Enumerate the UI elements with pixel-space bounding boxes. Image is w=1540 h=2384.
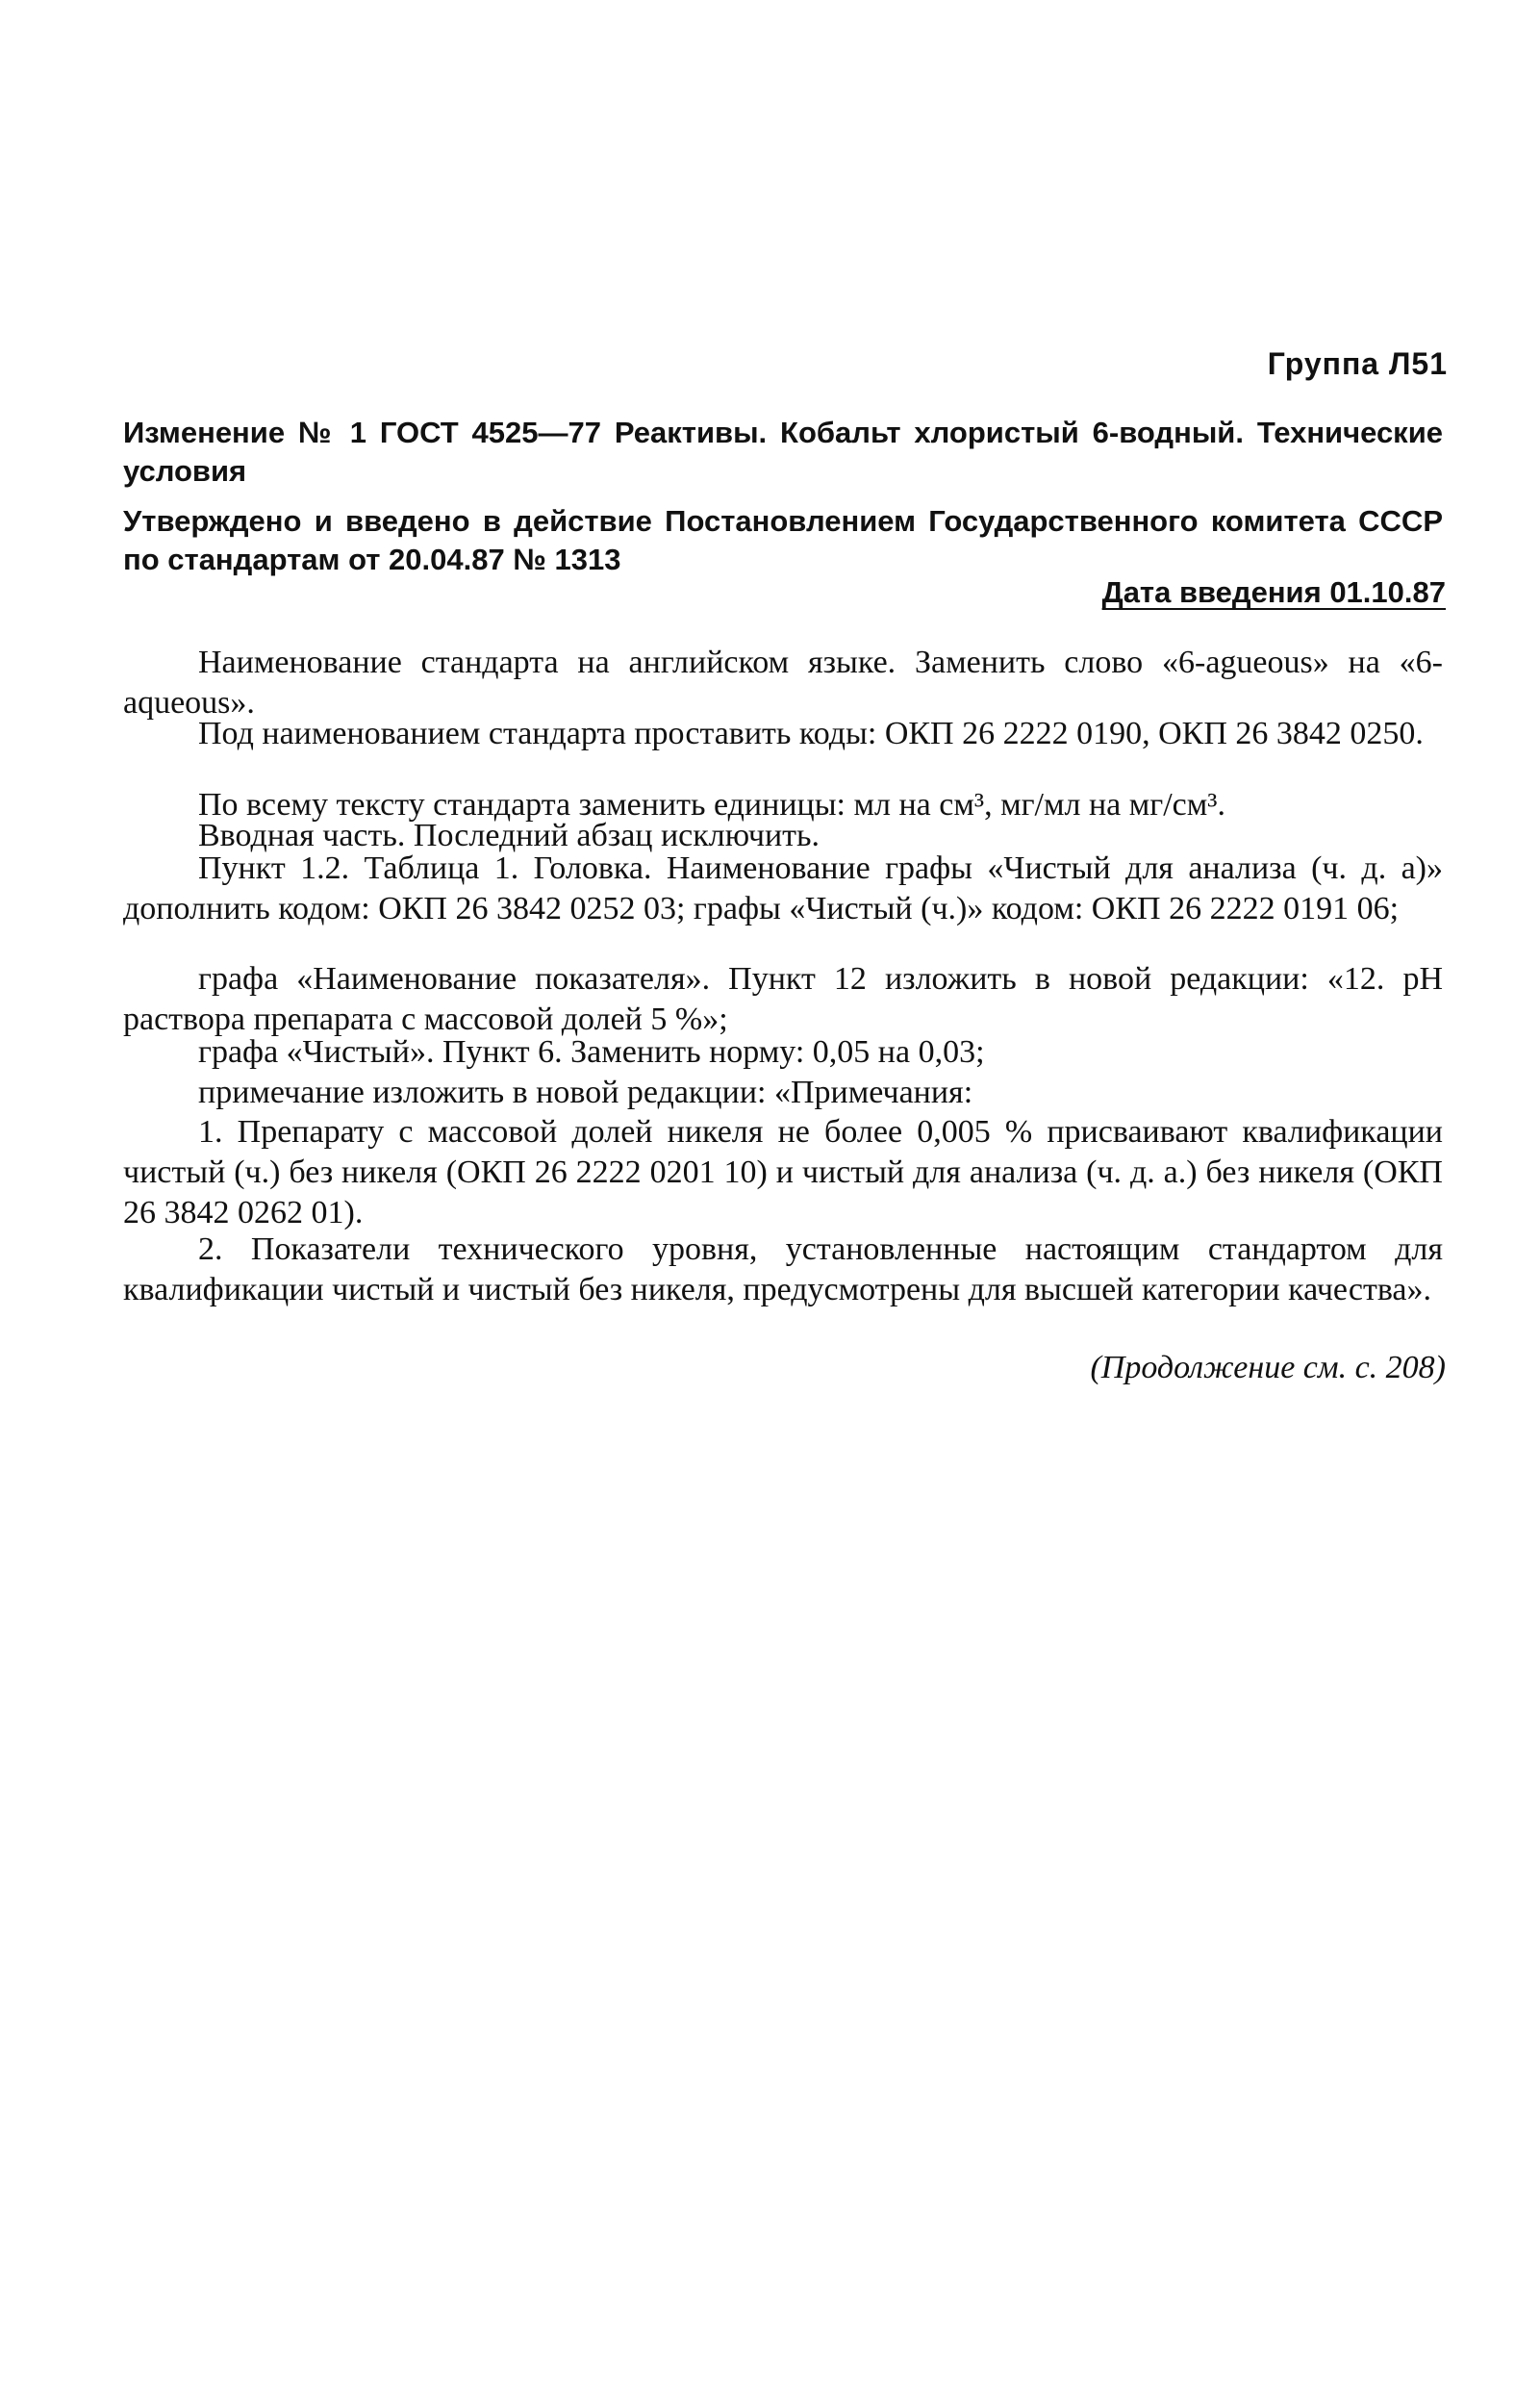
note-item-2: 2. Показатели технического уровня, установленные настоящим стандартом для квалификации чистый и чистый без никеля, предусмотрены для высшей категории качества». (123, 1231, 1443, 1307)
note-item-1: 1. Препарату с массовой долей никеля не более 0,005 % присваивают квалификации чистый (ч.) без никеля (ОКП 26 2222 0201 10) и чистый для анализа (ч. д. а.) без никеля (ОКП 26 3842 0262 01). (123, 1114, 1443, 1230)
change-title: Изменение № 1 ГОСТ 4525—77 Реактивы. Кобальт хлористый 6-водный. Технические условия (123, 416, 1443, 488)
paragraph-intro: Вводная часть. Последний абзац исключить. (198, 818, 820, 853)
group-label: Группа Л51 (1267, 346, 1448, 381)
paragraph-codes: Под наименованием стандарта проставить коды: ОКП 26 2222 0190, ОКП 26 3842 0250. (198, 716, 1424, 751)
approval-statement: Утверждено и введено в действие Постановлением Государственного комитета СССР по стандартам от 20.04.87 № 1313 (123, 504, 1443, 576)
paragraph-note-intro: примечание изложить в новой редакции: «Примечания: (198, 1075, 973, 1110)
effective-date: Дата введения 01.10.87 (1101, 575, 1446, 609)
paragraph-units: По всему тексту стандарта заменить единицы: мл на см³, мг/мл на мг/см³. (198, 787, 1225, 823)
paragraph-indicator-name: графа «Наименование показателя». Пункт 12 изложить в новой редакции: «12. pH раствора препарата с массовой долей 5 %»; (123, 961, 1443, 1037)
paragraph-item-1-2: Пункт 1.2. Таблица 1. Головка. Наименование графы «Чистый для анализа (ч. д. а)» дополнить кодом: ОКП 26 3842 0252 03; графы «Чистый (ч.)» кодом: ОКП 26 2222 0191 06; (123, 850, 1443, 926)
paragraph-pure-column: графа «Чистый». Пункт 6. Заменить норму: 0,05 на 0,03; (198, 1034, 985, 1070)
continuation-note: (Продолжение см. с. 208) (1090, 1350, 1446, 1385)
paragraph-english-title: Наименование стандарта на английском языке. Заменить слово «6-agueous» на «6-aqueous». (123, 645, 1443, 721)
